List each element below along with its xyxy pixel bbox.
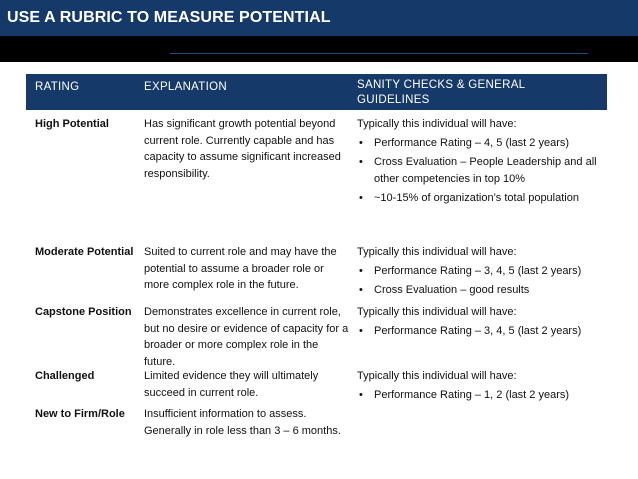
list-item: • Performance Rating – 1, 2 (last 2 years) xyxy=(357,387,607,404)
table-row xyxy=(26,298,607,368)
guideline-intro: Typically this individual will have: xyxy=(357,306,517,318)
decorative-divider xyxy=(170,53,588,54)
bullet-icon: • xyxy=(359,192,363,204)
guideline-intro: Typically this individual will have: xyxy=(357,118,517,130)
guideline-intro: Typically this individual will have: xyxy=(357,246,517,258)
column-header-explanation: EXPLANATION xyxy=(144,81,227,93)
explanation-cell: Limited evidence they will ultimately succeed in current role. xyxy=(144,370,319,399)
table-row xyxy=(26,362,607,400)
table-header xyxy=(26,74,607,110)
explanation-cell: Suited to current role and may have the potential to assume a broader role or more complex role in the future. xyxy=(144,246,337,291)
rubric-table xyxy=(26,74,607,460)
guideline-bullets xyxy=(357,135,607,207)
page-title: USE A RUBRIC TO MEASURE POTENTIAL xyxy=(7,9,331,26)
list-item: • Performance Rating – 4, 5 (last 2 years) xyxy=(357,135,607,152)
guideline-bullets xyxy=(357,323,607,340)
bullet-icon: • xyxy=(359,324,363,337)
list-item: • Cross Evaluation – good results xyxy=(357,282,607,299)
table-row xyxy=(26,400,607,460)
explanation-cell: Demonstrates excellence in current role, but no desire or evidence of capacity for a broader or more complex role in the future. xyxy=(144,306,349,368)
list-item: • Cross Evaluation – People Leadership and all other competencies in top 10% xyxy=(359,156,597,185)
column-header-guidelines: SANITY CHECKS & GENERAL GUIDELINES xyxy=(357,79,525,106)
rating-cell: High Potential xyxy=(35,118,109,130)
guideline-bullets xyxy=(357,263,607,299)
bullet-icon: • xyxy=(359,264,363,277)
title-bar xyxy=(0,0,638,36)
guideline-cell xyxy=(357,116,607,210)
guideline-cell xyxy=(357,244,607,302)
table-row xyxy=(26,238,607,298)
list-item: • ~10-15% of organization’s total population xyxy=(357,190,607,207)
rating-cell: Challenged xyxy=(35,370,95,382)
bullet-icon: • xyxy=(359,284,363,296)
bullet-icon: • xyxy=(359,156,363,168)
title-underband xyxy=(0,36,638,62)
explanation-cell: Insufficient information to assess. Generally in role less than 3 – 6 months. xyxy=(144,408,341,437)
rating-cell: Capstone Position xyxy=(35,306,132,318)
bullet-icon: • xyxy=(359,136,363,149)
rating-cell: New to Firm/Role xyxy=(35,408,125,420)
list-item: • Performance Rating – 3, 4, 5 (last 2 years) xyxy=(357,323,607,340)
bullet-icon: • xyxy=(359,388,363,401)
guideline-cell xyxy=(357,304,607,342)
column-header-rating: RATING xyxy=(35,81,80,93)
guideline-intro: Typically this individual will have: xyxy=(357,370,517,382)
explanation-cell: Has significant growth potential beyond current role. Currently capable and has capacity to assume significant increased responsibility. xyxy=(144,118,341,180)
list-item: • Performance Rating – 3, 4, 5 (last 2 years) xyxy=(357,263,607,280)
table-row xyxy=(26,110,607,238)
rating-cell: Moderate Potential xyxy=(35,246,134,258)
